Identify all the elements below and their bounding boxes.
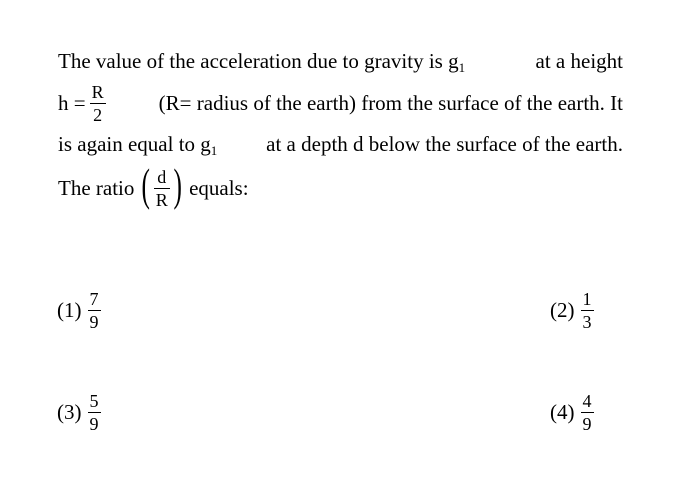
- close-parenthesis: ): [173, 159, 182, 210]
- height-fraction: [90, 83, 106, 124]
- option-2-denominator: 3: [582, 312, 592, 332]
- line4-text-a: The ratio: [58, 175, 135, 200]
- line2-text: (R= radius of the earth) from the surface of the earth. It: [158, 90, 623, 115]
- option-1-label: (1): [57, 298, 82, 322]
- question-line-2: [58, 78, 623, 128]
- option-1[interactable]: [57, 290, 101, 331]
- height-lhs: h =: [58, 90, 86, 115]
- option-1-fraction: [88, 290, 101, 331]
- line3-text-b: at a depth d below the surface of the earth.: [266, 131, 623, 156]
- option-3-fraction: [88, 392, 101, 433]
- open-parenthesis: (: [141, 159, 151, 210]
- ratio-fraction-numerator: d: [157, 166, 167, 187]
- option-4-fraction: [581, 392, 594, 433]
- option-2-numerator: 1: [582, 289, 592, 309]
- option-3-denominator: 9: [89, 414, 99, 434]
- question-line-1: [58, 44, 623, 78]
- line1-text: The value of the acceleration due to gravity is g1: [58, 48, 466, 75]
- option-2-fraction: [581, 290, 594, 331]
- question-text: [58, 44, 623, 216]
- option-4-label: (4): [550, 400, 575, 424]
- line1-tail: at a height: [535, 48, 623, 73]
- option-2-label: (2): [550, 298, 575, 322]
- option-4-denominator: 9: [582, 414, 592, 434]
- option-3[interactable]: [57, 392, 101, 433]
- ratio-fraction-denominator: R: [155, 189, 168, 210]
- option-3-label: (3): [57, 400, 82, 424]
- option-2[interactable]: [550, 290, 594, 331]
- option-1-denominator: 9: [89, 312, 99, 332]
- option-4[interactable]: [550, 392, 594, 433]
- height-fraction-denominator: 2: [93, 104, 103, 125]
- option-4-numerator: 4: [582, 391, 592, 411]
- option-3-numerator: 5: [89, 391, 99, 411]
- g1-subscript: 1: [210, 142, 218, 158]
- line3-text-a: is again equal to g1: [58, 131, 218, 158]
- option-1-numerator: 7: [89, 289, 99, 309]
- question-line-4: [58, 160, 623, 216]
- ratio-fraction: [154, 168, 170, 209]
- g1-subscript: 1: [458, 59, 466, 75]
- height-fraction-numerator: R: [91, 81, 104, 102]
- question-line-3: [58, 128, 623, 160]
- line4-text-b: equals:: [189, 175, 249, 200]
